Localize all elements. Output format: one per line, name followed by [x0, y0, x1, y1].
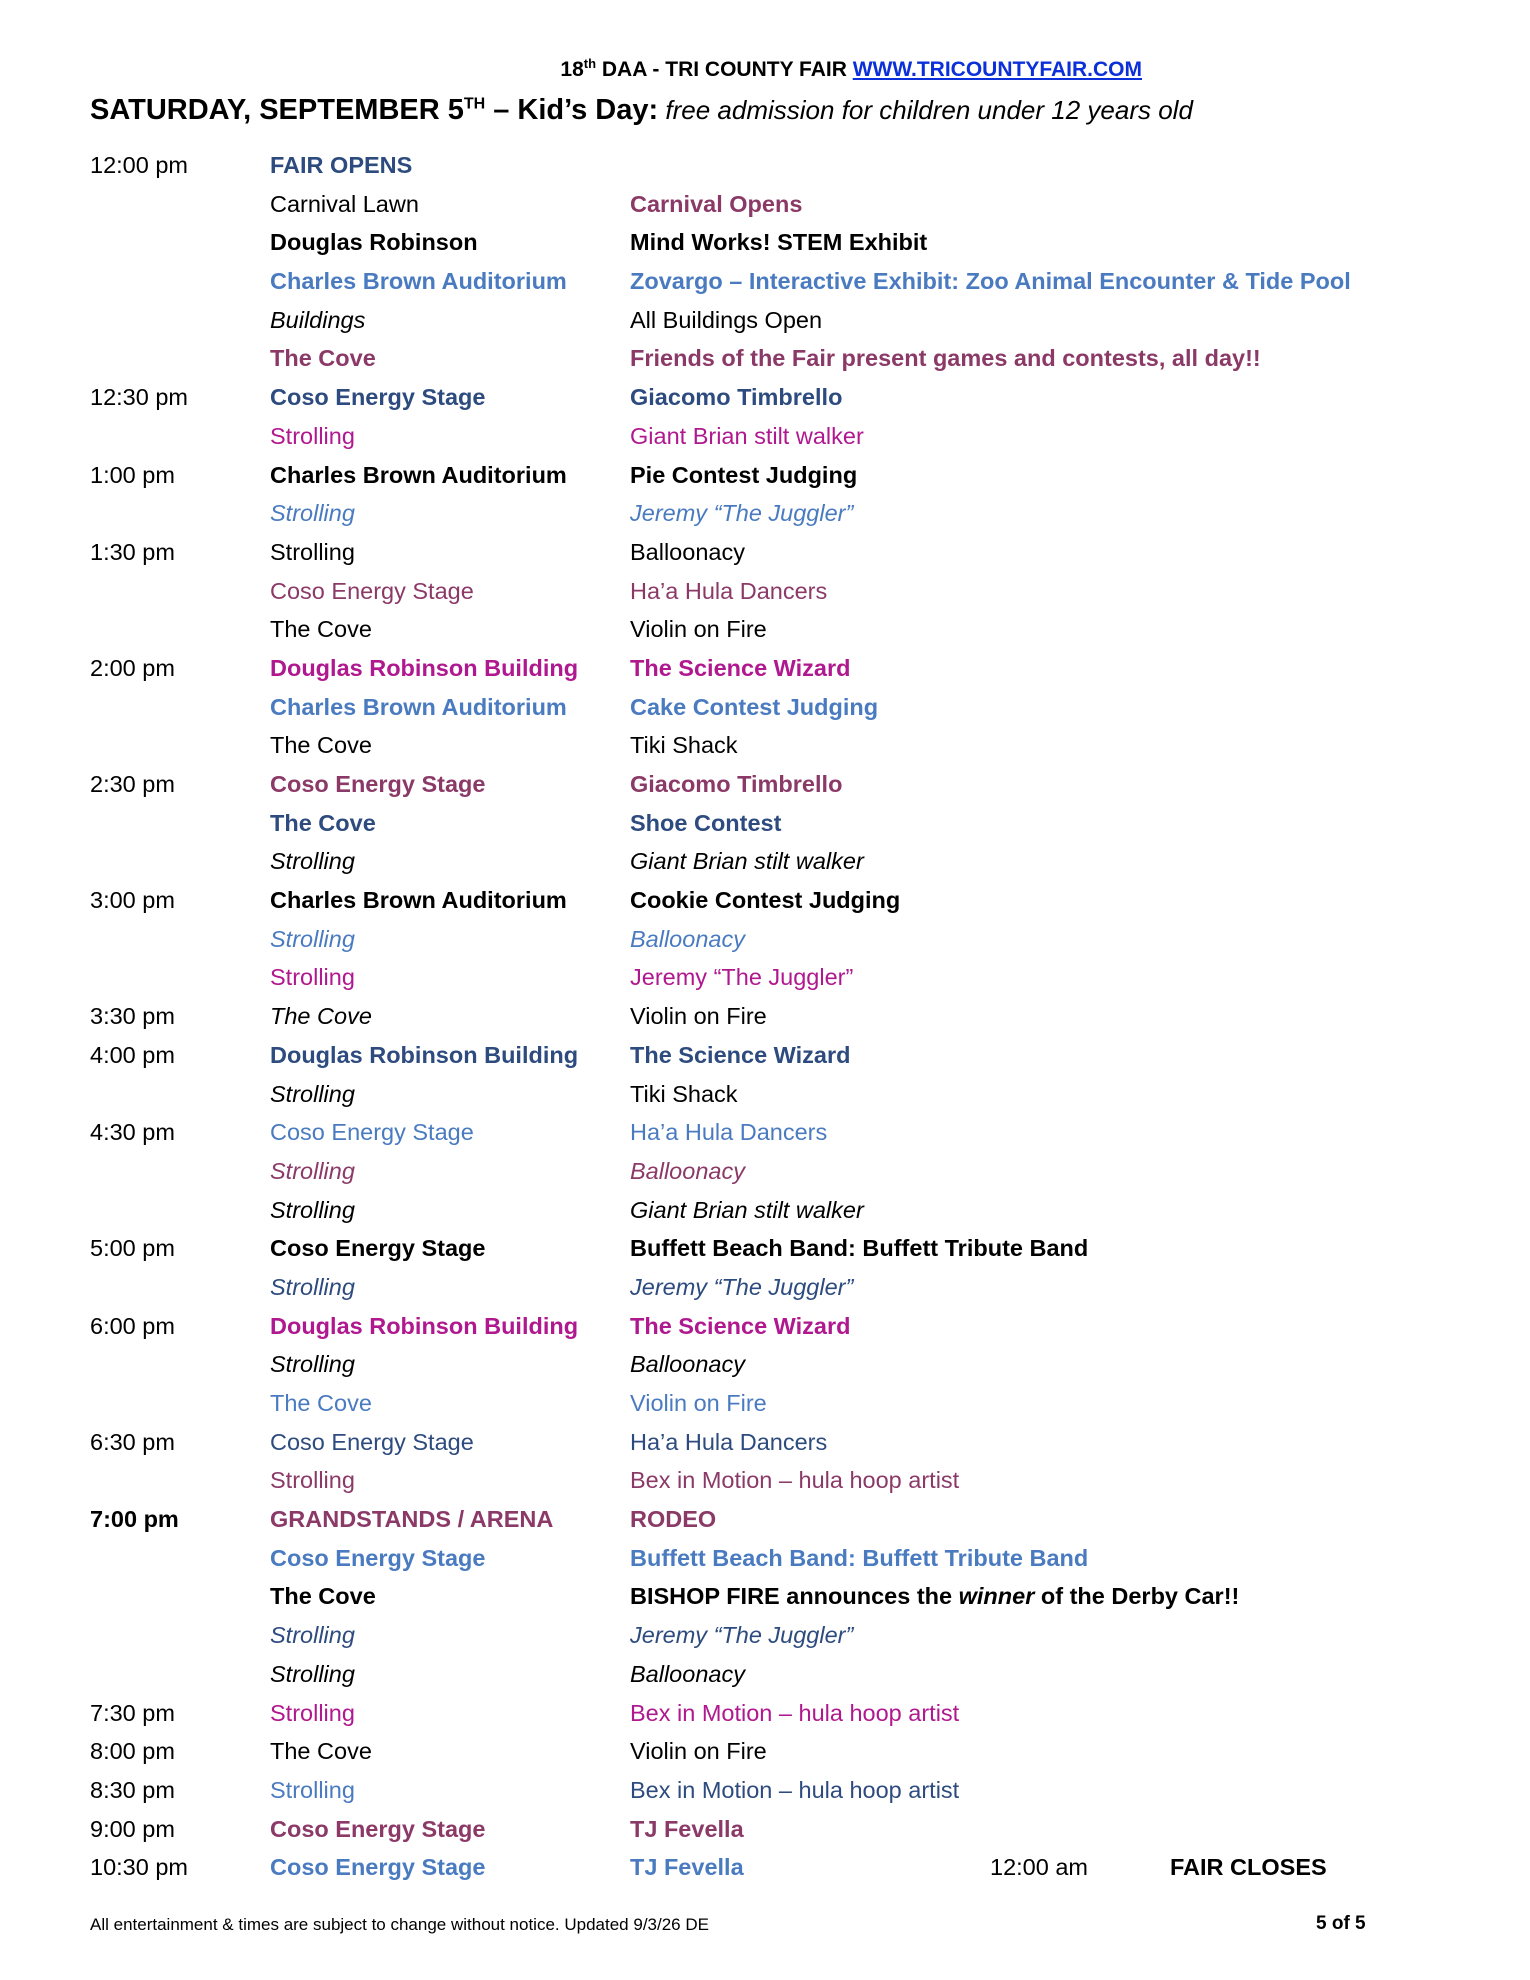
event-emphasis: winner: [958, 1583, 1035, 1610]
schedule-time: 9:00 pm: [90, 1815, 175, 1842]
schedule-location: Strolling: [270, 538, 355, 565]
schedule-location: Strolling: [270, 1157, 355, 1184]
schedule-location: Strolling: [270, 500, 355, 527]
schedule-location: Strolling: [270, 422, 355, 449]
schedule-row: [90, 1577, 1490, 1616]
schedule-row: [90, 417, 1490, 456]
schedule-location: Coso Energy Stage: [270, 1854, 486, 1881]
schedule-event: Jeremy “The Juggler”: [630, 1273, 854, 1300]
schedule-row: [90, 649, 1490, 688]
schedule-location: Strolling: [270, 1273, 355, 1300]
schedule-event: TJ Fevella: [630, 1854, 744, 1881]
schedule-time: 1:30 pm: [90, 538, 175, 565]
day-suffix: TH: [463, 95, 486, 113]
schedule-event: The Science Wizard: [630, 1312, 851, 1339]
schedule-location: The Cove: [270, 616, 372, 643]
schedule-event: Giant Brian stilt walker: [630, 422, 864, 449]
schedule-event: [630, 1577, 1239, 1616]
schedule-row: [90, 1461, 1490, 1500]
event-text-part: of the Derby Car!!: [1034, 1583, 1240, 1610]
schedule-event: Pie Contest Judging: [630, 461, 858, 488]
schedule-event: Zovargo – Interactive Exhibit: Zoo Animal Encounter & Tide Pool: [630, 268, 1351, 295]
schedule-location: Strolling: [270, 848, 355, 875]
schedule-event: Violin on Fire: [630, 1738, 767, 1765]
schedule-event: Ha’a Hula Dancers: [630, 1119, 828, 1146]
schedule-row: [90, 1152, 1490, 1191]
schedule-row: [90, 301, 1490, 340]
schedule-location: Coso Energy Stage: [270, 1815, 486, 1842]
schedule-row: [90, 765, 1490, 804]
schedule-location: Douglas Robinson Building: [270, 1312, 579, 1339]
schedule-location: Strolling: [270, 925, 355, 952]
schedule-row: [90, 688, 1490, 727]
schedule-row: [90, 1384, 1490, 1423]
schedule-location: Douglas Robinson Building: [270, 654, 579, 681]
schedule-row: [90, 456, 1490, 495]
schedule-location: FAIR OPENS: [270, 152, 413, 178]
schedule-time: 4:00 pm: [90, 1041, 175, 1068]
schedule-event: Tiki Shack: [630, 732, 738, 759]
schedule-event: Violin on Fire: [630, 1390, 767, 1416]
schedule-event: Jeremy “The Juggler”: [630, 500, 854, 527]
schedule-location: Coso Energy Stage: [270, 1119, 474, 1146]
day-title: [90, 94, 1193, 127]
schedule-time: 8:30 pm: [90, 1776, 175, 1803]
schedule-row: [90, 1036, 1490, 1075]
closing-event: FAIR CLOSES: [1170, 1854, 1327, 1881]
schedule-row: [90, 920, 1490, 959]
schedule-event: Mind Works! STEM Exhibit: [630, 229, 928, 256]
schedule-row: [90, 842, 1490, 881]
schedule-location: The Cove: [270, 1003, 372, 1030]
schedule-event: Balloonacy: [630, 1351, 745, 1378]
schedule-time: 2:30 pm: [90, 771, 175, 797]
schedule-time: 10:30 pm: [90, 1854, 188, 1881]
schedule-row: [90, 1539, 1490, 1578]
schedule-event: Violin on Fire: [630, 1003, 767, 1030]
schedule-row: [90, 1848, 1490, 1887]
schedule-time: 6:00 pm: [90, 1312, 175, 1339]
schedule-time: 1:00 pm: [90, 461, 175, 488]
schedule-event: Balloonacy: [630, 925, 745, 952]
schedule-time: 12:00 pm: [90, 152, 188, 178]
schedule-location: Douglas Robinson: [270, 229, 478, 256]
org-number: 18: [560, 58, 584, 81]
schedule-row: [90, 1191, 1490, 1230]
schedule-row: [90, 881, 1490, 920]
fair-header: [560, 56, 1142, 82]
schedule-location: Charles Brown Auditorium: [270, 461, 567, 488]
schedule-row: [90, 494, 1490, 533]
day-theme: – Kid’s Day:: [485, 94, 659, 126]
schedule-time: 5:00 pm: [90, 1235, 175, 1262]
day-note: free admission for children under 12 years old: [658, 95, 1193, 125]
schedule-event: Jeremy “The Juggler”: [630, 964, 854, 991]
schedule-row: [90, 262, 1490, 301]
schedule-time: 7:00 pm: [90, 1506, 179, 1533]
org-number-suffix: th: [583, 56, 597, 71]
schedule-time: 4:30 pm: [90, 1119, 175, 1146]
schedule-event: Buffett Beach Band: Buffett Tribute Band: [630, 1235, 1089, 1262]
schedule-event: Giacomo Timbrello: [630, 384, 843, 411]
schedule-row: [90, 572, 1490, 611]
schedule-time: 8:00 pm: [90, 1738, 175, 1765]
schedule-location: The Cove: [270, 809, 376, 836]
schedule-event: Giant Brian stilt walker: [630, 1196, 864, 1223]
schedule-event: Bex in Motion – hula hoop artist: [630, 1776, 960, 1803]
schedule-event: Cake Contest Judging: [630, 693, 879, 720]
schedule-row: [90, 185, 1490, 224]
schedule-row: [90, 1113, 1490, 1152]
schedule-location: Coso Energy Stage: [270, 771, 486, 797]
schedule-event: Bex in Motion – hula hoop artist: [630, 1699, 960, 1726]
schedule-event: Buffett Beach Band: Buffett Tribute Band: [630, 1544, 1089, 1571]
schedule-location: Charles Brown Auditorium: [270, 887, 567, 914]
schedule-location: Charles Brown Auditorium: [270, 693, 567, 720]
schedule-row: [90, 378, 1490, 417]
schedule-time: 3:00 pm: [90, 887, 175, 914]
schedule-location: The Cove: [270, 1390, 372, 1416]
schedule-event: Giacomo Timbrello: [630, 771, 843, 797]
page-number: 5 of 5: [1316, 1913, 1366, 1934]
schedule-location: Coso Energy Stage: [270, 1544, 486, 1571]
schedule-location: Strolling: [270, 1699, 355, 1726]
schedule-row: [90, 1771, 1490, 1810]
schedule-location: Strolling: [270, 1660, 355, 1687]
schedule-event: TJ Fevella: [630, 1815, 744, 1842]
schedule-location: Coso Energy Stage: [270, 384, 486, 411]
schedule-location: Coso Energy Stage: [270, 577, 474, 604]
schedule-location: Charles Brown Auditorium: [270, 268, 567, 295]
schedule-event: Ha’a Hula Dancers: [630, 1428, 828, 1455]
schedule-location: Strolling: [270, 1467, 355, 1494]
schedule-time: 7:30 pm: [90, 1699, 175, 1726]
org-name: DAA - TRI COUNTY FAIR: [596, 58, 853, 81]
schedule-location: The Cove: [270, 732, 372, 759]
schedule-row: [90, 997, 1490, 1036]
schedule-row: [90, 223, 1490, 262]
day-label: SATURDAY, SEPTEMBER 5: [90, 94, 464, 126]
schedule-event: Shoe Contest: [630, 809, 782, 836]
schedule-location: GRANDSTANDS / ARENA: [270, 1506, 554, 1533]
schedule-event: All Buildings Open: [630, 306, 823, 333]
schedule-row: [90, 146, 1490, 185]
schedule-location: Strolling: [270, 1622, 355, 1649]
schedule-event: Jeremy “The Juggler”: [630, 1622, 854, 1649]
schedule-location: Strolling: [270, 1351, 355, 1378]
schedule-row: [90, 958, 1490, 997]
closing-time: 12:00 am: [990, 1854, 1088, 1881]
schedule-location: Strolling: [270, 1776, 355, 1803]
schedule-location: Buildings: [270, 306, 366, 333]
schedule-row: [90, 1732, 1490, 1771]
schedule-row: [90, 533, 1490, 572]
schedule-time: 3:30 pm: [90, 1003, 175, 1030]
schedule-location: Coso Energy Stage: [270, 1235, 486, 1262]
schedule-location: Coso Energy Stage: [270, 1428, 474, 1455]
schedule-row: [90, 1500, 1490, 1539]
schedule-event: Violin on Fire: [630, 616, 767, 643]
schedule-event: Balloonacy: [630, 1157, 745, 1184]
schedule-event: RODEO: [630, 1506, 717, 1533]
schedule-location: The Cove: [270, 1738, 372, 1765]
schedule-row: [90, 1616, 1490, 1655]
schedule-location: Carnival Lawn: [270, 190, 419, 217]
schedule-location: Strolling: [270, 1196, 355, 1223]
schedule-location: Strolling: [270, 1080, 355, 1107]
schedule-event: Carnival Opens: [630, 190, 803, 217]
schedule-row: [90, 1075, 1490, 1114]
schedule-location: The Cove: [270, 1583, 376, 1610]
schedule-event: Bex in Motion – hula hoop artist: [630, 1467, 960, 1494]
schedule-list: [90, 146, 1490, 1887]
schedule-row: [90, 1694, 1490, 1733]
schedule-row: [90, 1229, 1490, 1268]
schedule-row: [90, 726, 1490, 765]
footer-disclaimer: All entertainment & times are subject to change without notice. Updated 9/3/26 DE: [90, 1915, 709, 1934]
schedule-time: 12:30 pm: [90, 384, 188, 411]
schedule-row: [90, 339, 1490, 378]
schedule-event: Giant Brian stilt walker: [630, 848, 864, 875]
schedule-row: [90, 1345, 1490, 1384]
website-link[interactable]: WWW.TRICOUNTYFAIR.COM: [852, 58, 1142, 81]
schedule-row: [90, 804, 1490, 843]
schedule-event: Balloonacy: [630, 538, 745, 565]
schedule-event: The Science Wizard: [630, 654, 851, 681]
schedule-time: 6:30 pm: [90, 1428, 175, 1455]
event-text-part: BISHOP FIRE announces the: [630, 1583, 959, 1610]
schedule-row: [90, 1655, 1490, 1694]
schedule-location: Douglas Robinson Building: [270, 1041, 579, 1068]
schedule-location: Strolling: [270, 964, 355, 991]
schedule-event: Cookie Contest Judging: [630, 887, 901, 914]
schedule-time: 2:00 pm: [90, 654, 175, 681]
schedule-event: Balloonacy: [630, 1660, 745, 1687]
schedule-row: [90, 1307, 1490, 1346]
schedule-event: Tiki Shack: [630, 1080, 738, 1107]
schedule-row: [90, 1268, 1490, 1307]
schedule-row: [90, 1423, 1490, 1462]
schedule-event: The Science Wizard: [630, 1041, 851, 1068]
schedule-row: [90, 1810, 1490, 1849]
schedule-location: The Cove: [270, 345, 376, 372]
schedule-row: [90, 610, 1490, 649]
schedule-event: Ha’a Hula Dancers: [630, 577, 828, 604]
schedule-event: Friends of the Fair present games and contests, all day!!: [630, 345, 1261, 372]
